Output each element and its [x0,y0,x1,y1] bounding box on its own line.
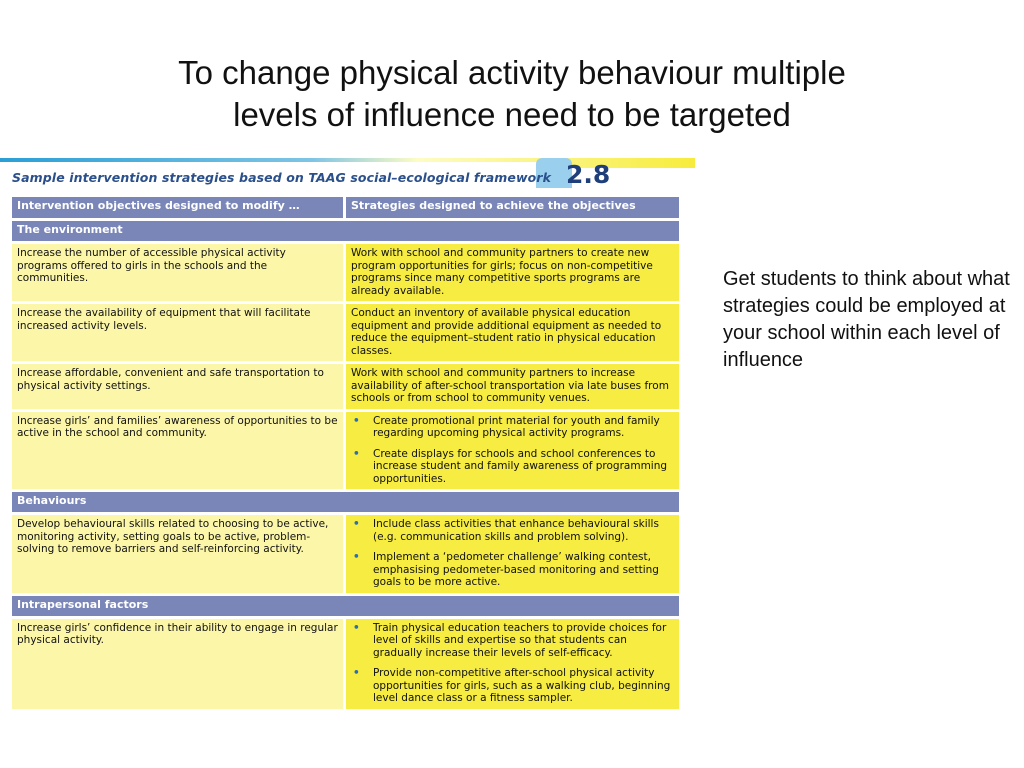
objective-cell: Increase girls’ and families’ awareness of opportunities to be active in the school and community. [12,412,346,490]
strategy-cell: Work with school and community partners to increase availability of after-school transportation via late buses from schools or from school to community venues. [346,364,679,409]
figure-number: 2.8 [566,160,611,189]
strategy-list [351,415,674,486]
table-row [12,244,679,301]
table-row [12,412,679,490]
table-row [12,364,679,409]
strategy-text: Create displays for schools and school conferences to increase student and family awareness of programming opportunities. [373,447,668,485]
strategy-cell: Conduct an inventory of available physical education equipment and provide additional equipment as needed to reduce the equipment–student ratio in physical education classes. [346,304,679,361]
objective-cell: Increase the number of accessible physical activity programs offered to girls in the schools and the communities. [12,244,346,301]
strategy-cell [346,619,679,709]
strategy-item [353,414,674,440]
strategy-table [12,194,679,712]
slide-title-line-2: levels of influence need to be targeted [233,96,791,133]
objective-cell: Increase the availability of equipment that will facilitate increased activity levels. [12,304,346,361]
header-strategies: Strategies designed to achieve the objectives [346,197,679,218]
strategy-item [353,667,674,705]
bullet-icon: • [353,447,360,460]
table-row [12,515,679,593]
strategy-text: Implement a ‘pedometer challenge’ walking contest, emphasising pedometer-based monitoring and setting goals to be more active. [373,551,659,588]
header-objectives: Intervention objectives designed to modify … [12,197,346,218]
figure-caption: Sample intervention strategies based on TAAG social–ecological framework [12,170,551,185]
section-title: Intrapersonal factors [12,596,679,616]
slide-title [0,52,1024,136]
objective-cell: Increase affordable, convenient and safe transportation to physical activity settings. [12,364,346,409]
section-title: The environment [12,221,679,241]
table-header-row [12,197,679,218]
strategy-cell: Work with school and community partners to create new program opportunities for girls; focus on non-competitive programs since many competitive sports programs are already available. [346,244,679,301]
bullet-icon: • [353,667,360,679]
strategy-item [353,518,674,543]
side-note: Get students to think about what strategies could be employed at your school within each level of influence [723,268,1010,371]
strategy-item [353,447,674,486]
bullet-icon: • [353,621,360,634]
strategy-list [351,622,674,705]
section-header-row [12,492,679,512]
strategy-cell [346,412,679,490]
table-row [12,304,679,361]
section-header-row [12,221,679,241]
strategies-figure [0,158,695,768]
table-row [12,619,679,709]
strategy-text: Include class activities that enhance behavioural skills (e.g. communication skills and problem solving). [373,518,659,543]
bullet-icon: • [353,414,360,427]
objective-cell: Increase girls’ confidence in their ability to engage in regular physical activity. [12,619,346,709]
objective-cell: Develop behavioural skills related to choosing to be active, monitoring activity, setting goals to be active, problem-solving to remove barriers and self-reinforcing activity. [12,515,346,593]
strategy-text: Provide non-competitive after-school physical activity opportunities for girls, such as a walking club, beginning level dance class or a fitness sampler. [373,667,671,704]
section-header-row [12,596,679,616]
bullet-icon: • [353,551,360,563]
slide-title-line-1: To change physical activity behaviour multiple [178,54,846,91]
strategy-text: Create promotional print material for youth and family regarding upcoming physical activity programs. [373,414,660,439]
bullet-icon: • [353,518,360,530]
strategy-item [353,621,674,660]
section-title: Behaviours [12,492,679,512]
strategy-item [353,551,674,589]
strategy-cell [346,515,679,593]
strategy-text: Train physical education teachers to provide choices for level of skills and expertise so that students can gradually increase their levels of self-efficacy. [373,621,667,659]
strategy-list [351,518,674,589]
